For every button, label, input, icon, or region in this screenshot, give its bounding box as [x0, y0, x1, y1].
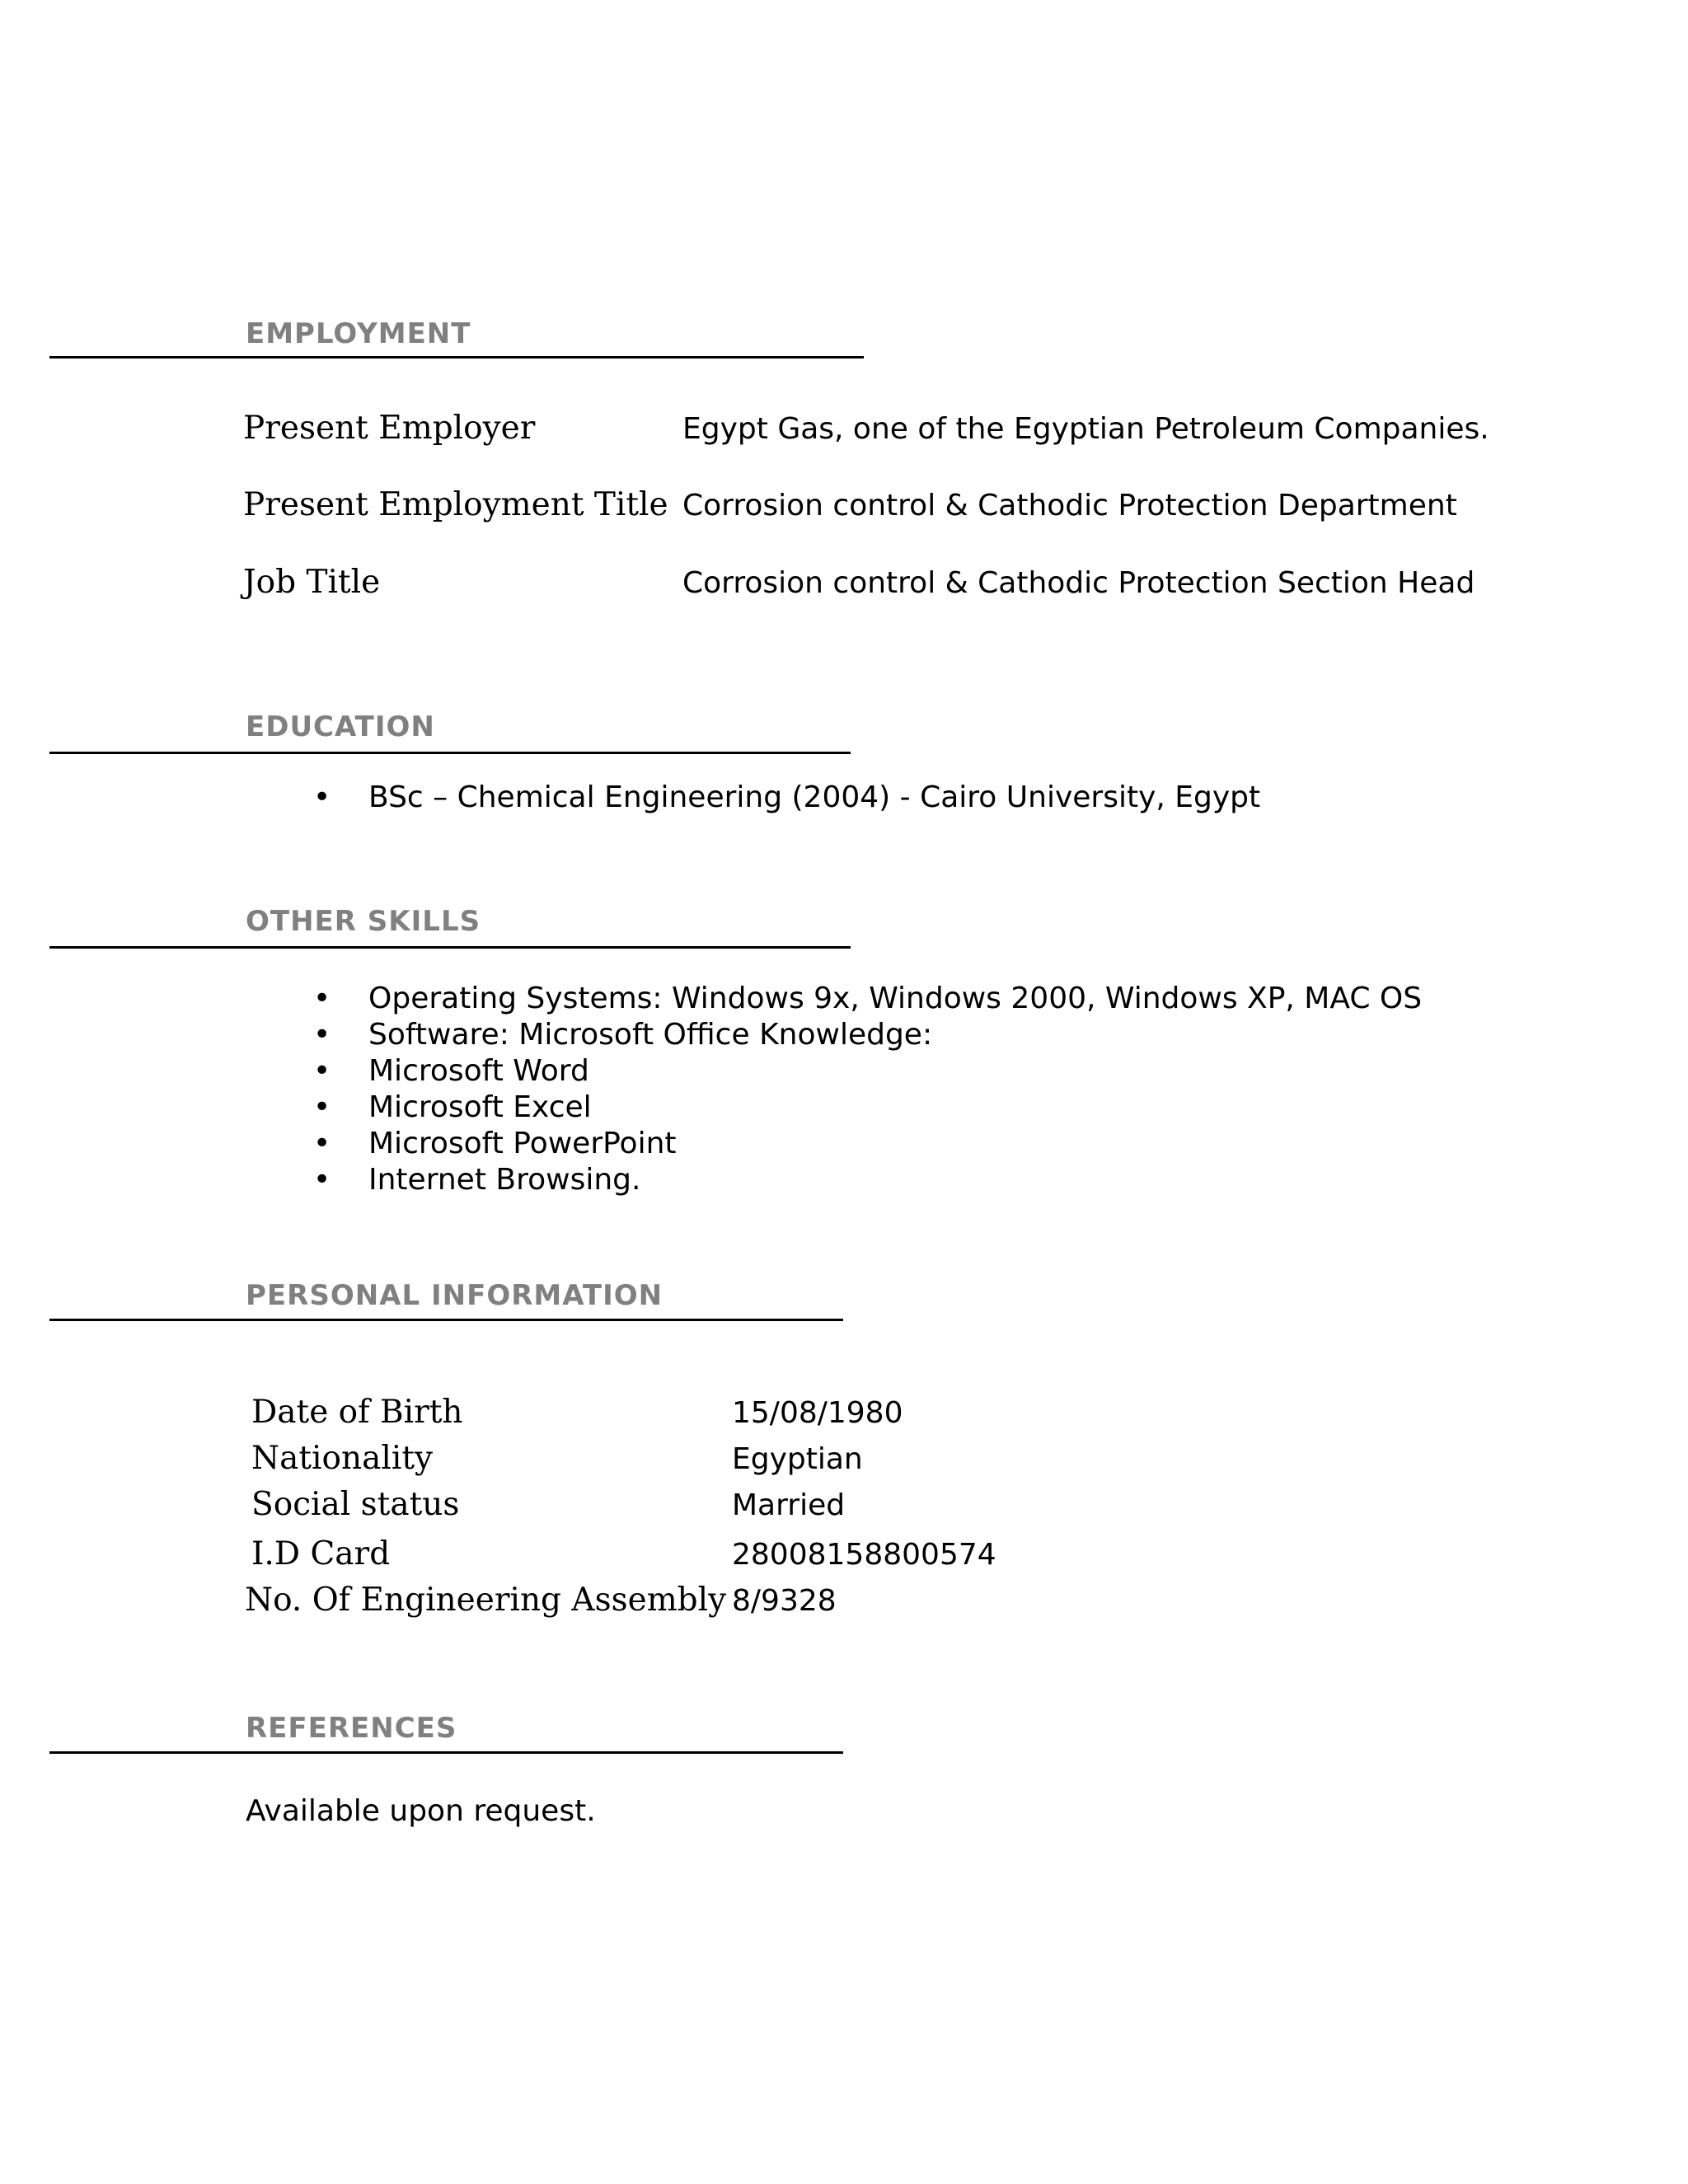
education-list — [313, 780, 1260, 816]
id-card-value: 28008158800574 — [732, 1538, 996, 1572]
social-status-value: Married — [732, 1488, 846, 1522]
bullet-icon: • — [313, 1090, 331, 1124]
skill-item-text: Operating Systems: Windows 9x, Windows 2000, Windows XP, MAC OS — [368, 982, 1423, 1015]
references-divider — [49, 1751, 843, 1754]
list-item — [313, 981, 1422, 1017]
employment-divider — [49, 356, 864, 359]
other-skills-divider — [49, 946, 851, 949]
bullet-icon: • — [313, 982, 331, 1015]
skill-item-text: Microsoft Word — [368, 1054, 589, 1088]
nationality-value: Egyptian — [732, 1442, 863, 1476]
personal-information-heading: PERSONAL INFORMATION — [246, 1279, 663, 1312]
skill-item-text: Internet Browsing. — [368, 1163, 641, 1197]
bullet-icon: • — [313, 1054, 331, 1088]
list-item — [313, 1090, 1422, 1126]
skill-item-text: Microsoft Excel — [368, 1090, 592, 1124]
education-divider — [49, 752, 851, 754]
references-text: Available upon request. — [246, 1794, 596, 1828]
nationality-label: Nationality — [251, 1440, 434, 1477]
engineering-assembly-value: 8/9328 — [732, 1584, 837, 1618]
list-item — [313, 1053, 1422, 1090]
date-of-birth-label: Date of Birth — [251, 1394, 463, 1431]
job-title-label: Job Title — [243, 564, 381, 601]
bullet-icon: • — [313, 1018, 331, 1052]
id-card-label: I.D Card — [251, 1535, 391, 1572]
present-employer-label: Present Employer — [243, 410, 536, 447]
bullet-icon: • — [313, 780, 331, 814]
other-skills-heading: OTHER SKILLS — [246, 905, 481, 938]
employment-heading: EMPLOYMENT — [246, 317, 471, 350]
list-item — [313, 1126, 1422, 1162]
list-item — [313, 1162, 1422, 1198]
bullet-icon: • — [313, 1163, 331, 1197]
job-title-value: Corrosion control & Cathodic Protection Section Head — [682, 566, 1475, 600]
present-employer-value: Egypt Gas, one of the Egyptian Petroleum Companies. — [682, 412, 1489, 446]
personal-information-divider — [49, 1319, 843, 1321]
list-item — [313, 1017, 1422, 1053]
date-of-birth-value: 15/08/1980 — [732, 1396, 903, 1430]
education-item-text: BSc – Chemical Engineering (2004) - Cairo University, Egypt — [368, 780, 1261, 814]
social-status-label: Social status — [251, 1486, 460, 1523]
skill-item-text: Software: Microsoft Office Knowledge: — [368, 1018, 933, 1052]
list-item — [313, 780, 1260, 816]
present-employment-title-label: Present Employment Title — [243, 486, 668, 523]
references-heading: REFERENCES — [246, 1712, 457, 1745]
education-heading: EDUCATION — [246, 710, 435, 743]
bullet-icon: • — [313, 1127, 331, 1160]
present-employment-title-value: Corrosion control & Cathodic Protection Department — [682, 489, 1457, 523]
engineering-assembly-label: No. Of Engineering Assembly — [245, 1582, 727, 1619]
skills-list — [313, 981, 1422, 1198]
skill-item-text: Microsoft PowerPoint — [368, 1127, 677, 1160]
